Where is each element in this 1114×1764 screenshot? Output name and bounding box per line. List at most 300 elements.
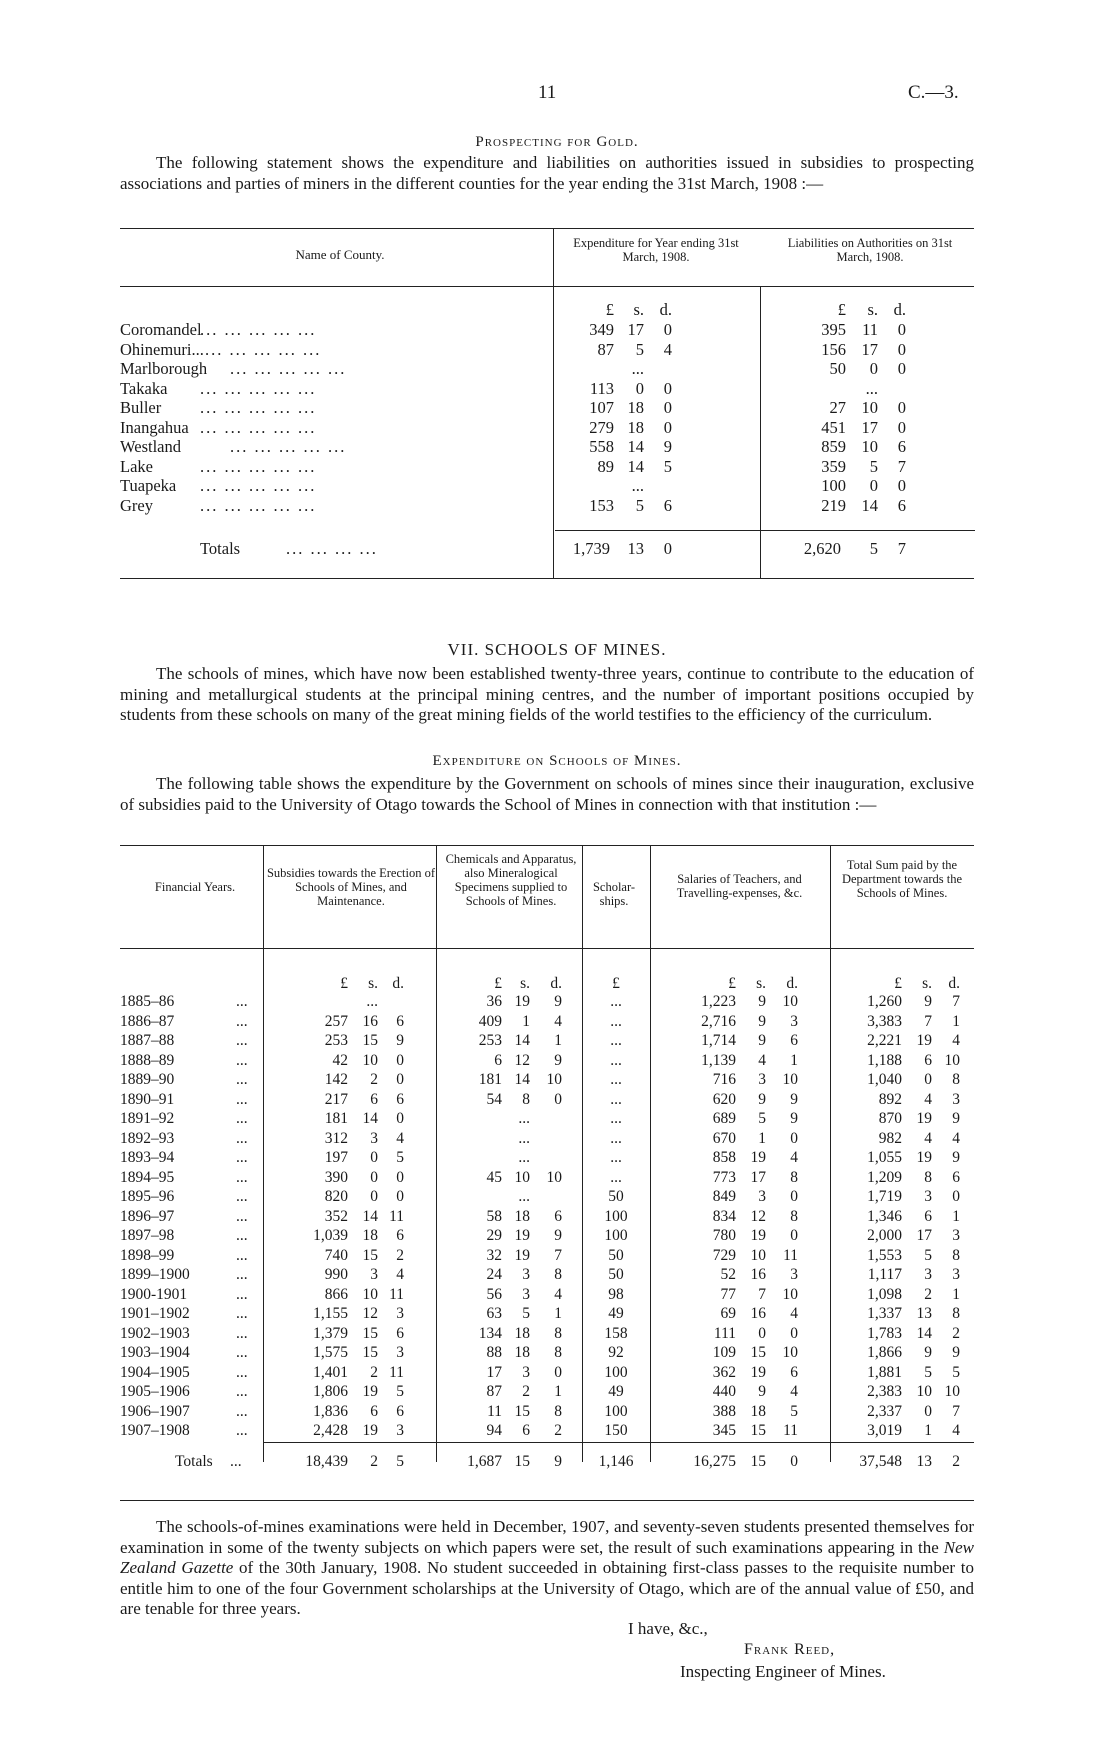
schools-total-cell: 19: [916, 1110, 932, 1127]
schools-unit-label: d.: [948, 975, 960, 992]
schools-year: 1890–91: [120, 1090, 175, 1108]
schools-subsidy-cell: 6: [370, 1402, 378, 1420]
gold-liability-cell: 0: [897, 476, 906, 495]
schools-salary-cell: 0: [790, 1324, 798, 1342]
schools-subsidy-cell: 18: [362, 1227, 378, 1244]
schools-chemicals-cell: 6: [494, 1051, 502, 1069]
schools-total-salaries: 0: [790, 1453, 798, 1470]
schools-subsidy-cell: 197: [324, 1149, 348, 1166]
schools-chemicals-cell: ...: [518, 1149, 530, 1166]
schools-salary-cell: 8: [790, 1168, 798, 1186]
schools-chemicals-cell: 19: [514, 1246, 530, 1264]
schools-year: 1905–1906: [120, 1383, 190, 1400]
schools-chemicals-cell: 9: [554, 993, 562, 1010]
schools-salary-cell: 670: [712, 1129, 736, 1147]
schools-chemicals-cell: 15: [514, 1402, 530, 1420]
schools-salary-cell: 388: [712, 1402, 736, 1420]
schools-salary-cell: 3: [758, 1188, 766, 1205]
gold-liability-cell: 50: [829, 359, 846, 378]
schools-chemicals-cell: 12: [514, 1051, 530, 1069]
schools-unit-label: £: [728, 975, 736, 992]
schools-total-cell: 4: [952, 1129, 960, 1147]
schools-chemicals-cell: 181: [478, 1071, 502, 1088]
schools-salary-cell: 620: [712, 1090, 736, 1108]
gold-liability-cell: 156: [821, 339, 846, 359]
schools-salary-cell: 17: [750, 1168, 766, 1186]
schools-chemicals-cell: 10: [514, 1168, 530, 1186]
gold-leader-dots: ... ... ... ... ...: [230, 437, 347, 456]
schools-year: 1900-1901: [120, 1285, 188, 1303]
schools-salary-cell: 9: [758, 1032, 766, 1049]
schools-subsidy-cell: 19: [362, 1383, 378, 1400]
schools-leader-dots: ...: [236, 1207, 248, 1225]
schools-subsidy-cell: ...: [366, 993, 378, 1010]
schools-total-cell: 10: [944, 1383, 960, 1400]
schools-chemicals-cell: 6: [522, 1422, 530, 1439]
schools-salary-cell: 12: [750, 1207, 766, 1225]
schools-subsidy-cell: 2: [396, 1246, 404, 1264]
gold-expenditure-cell: 0: [663, 378, 672, 398]
schools-subsidy-cell: 1,379: [313, 1324, 348, 1342]
schools-chemicals-cell: 29: [486, 1227, 502, 1244]
schools-year: 1907–1908: [120, 1422, 190, 1439]
schools-chemicals-cell: 9: [554, 1227, 562, 1244]
schools-total-cell: 6: [924, 1207, 932, 1225]
schools-salary-cell: 7: [758, 1285, 766, 1303]
schools-scholarship-cell: ...: [610, 1032, 622, 1049]
schools-chemicals-cell: 8: [554, 1324, 562, 1342]
schools-total-chemicals: 1,687: [467, 1453, 502, 1470]
gold-liability-cell: 7: [897, 456, 906, 476]
schools-salary-cell: 16: [750, 1266, 766, 1283]
para3-part-a: The schools-of-mines examinations were held in December, 1907, and seventy-seven students presented themselves for examination in some of the twenty subjects on which papers were set, the result of such examinations appearing in the: [120, 1517, 974, 1557]
gold-liability-cell: 10: [861, 398, 878, 417]
schools-subsidy-cell: 6: [396, 1012, 404, 1030]
schools-salary-cell: 52: [720, 1266, 736, 1283]
schools-year: 1886–87: [120, 1012, 175, 1030]
schools-para2: The following table shows the expenditure by the Government on schools of mines since their inauguration, exclusive of subsidies paid to the University of Otago towards the School of Mines in connection with that institution :—: [120, 774, 974, 814]
schools-subsidy-cell: 3: [396, 1344, 404, 1361]
schools-total-cell: 1: [952, 1285, 960, 1303]
schools-chemicals-cell: 88: [486, 1344, 502, 1361]
schools-chemicals-cell: 8: [554, 1344, 562, 1361]
schools-leader-dots: ...: [236, 1266, 248, 1283]
schools-chemicals-cell: 18: [514, 1324, 530, 1342]
schools-salary-cell: 9: [758, 1012, 766, 1030]
schools-year: 1902–1903: [120, 1324, 190, 1342]
schools-subsidy-cell: 0: [396, 1071, 404, 1088]
schools-chemicals-cell: 54: [486, 1090, 502, 1108]
schools-total-cell: 1,209: [867, 1168, 902, 1186]
gold-leader-dots: ... ... ... ... ...: [230, 359, 347, 378]
schools-grand-total: 2: [952, 1453, 960, 1470]
schools-chemicals-cell: 2: [522, 1383, 530, 1400]
schools-unit-label: £: [894, 975, 902, 992]
schools-scholarship-cell: ...: [610, 1129, 622, 1147]
schools-total-cell: 3: [924, 1266, 932, 1283]
schools-total-chemicals: 9: [554, 1453, 562, 1470]
schools-subsidy-cell: 352: [324, 1207, 348, 1225]
schools-salary-cell: 716: [712, 1071, 736, 1088]
schools-col-chemicals: Chemicals and Apparatus, also Mineralogical Specimens supplied to Schools of Mines.: [445, 852, 577, 908]
schools-subsidy-cell: 3: [396, 1422, 404, 1439]
schools-chemicals-cell: 1: [554, 1305, 562, 1322]
schools-chemicals-cell: 4: [554, 1012, 562, 1030]
schools-chemicals-cell: 5: [522, 1305, 530, 1322]
gold-liability-cell: 0: [897, 417, 906, 437]
schools-total-cell: 1,881: [867, 1363, 902, 1381]
schools-total-cell: 1,040: [867, 1071, 902, 1088]
schools-subsidy-cell: 15: [362, 1324, 378, 1342]
schools-chemicals-cell: 14: [514, 1071, 530, 1088]
schools-year: 1904–1905: [120, 1363, 190, 1381]
schools-leader-dots: ...: [236, 1188, 248, 1205]
gold-leader-dots: ... ... ... ... ...: [200, 320, 317, 339]
schools-chemicals-cell: 8: [554, 1402, 562, 1420]
schools-scholarship-cell: ...: [610, 993, 622, 1010]
schools-total-cell: 2,000: [867, 1227, 902, 1244]
gold-heading: Prospecting for Gold.: [475, 134, 639, 150]
schools-total-cell: 1,055: [867, 1149, 902, 1166]
schools-salary-cell: 780: [712, 1227, 736, 1244]
gold-expenditure-cell: 349: [589, 320, 614, 339]
gold-liability-cell: 0: [897, 320, 906, 339]
gold-expenditure-cell: 4: [663, 339, 672, 359]
schools-total-cell: 870: [878, 1110, 902, 1127]
schools-year: 1898–99: [120, 1246, 175, 1264]
gold-liability-cell: 0: [897, 339, 906, 359]
schools-subsidy-cell: 2: [370, 1071, 378, 1088]
gold-expenditure-cell: ...: [631, 359, 644, 378]
gold-expenditure-cell: 0: [635, 378, 644, 398]
schools-total-cell: 19: [916, 1149, 932, 1166]
gold-unit-label: d.: [893, 300, 906, 319]
gold-expenditure-cell: 0: [663, 398, 672, 417]
schools-year: 1894–95: [120, 1168, 175, 1186]
schools-total-cell: 1,866: [867, 1344, 902, 1361]
gold-leader-dots: ... ... ... ... ...: [205, 339, 322, 359]
schools-leader-dots: ...: [236, 1285, 248, 1303]
gold-expenditure-cell: 5: [635, 339, 644, 359]
schools-total-cell: 13: [916, 1305, 932, 1322]
schools-subsidy-cell: 181: [324, 1110, 348, 1127]
gold-county-name: Lake: [120, 456, 153, 476]
schools-total-cell: 2,221: [867, 1032, 902, 1049]
schools-leader-dots: ...: [236, 1110, 248, 1127]
schools-unit-label: d.: [392, 975, 404, 992]
gold-expenditure-cell: 107: [589, 398, 614, 417]
gold-expenditure-cell: 14: [627, 437, 644, 456]
schools-total-cell: 7: [924, 1012, 932, 1030]
schools-total-cell: 3: [952, 1266, 960, 1283]
schools-scholarship-cell: 100: [604, 1227, 628, 1244]
schools-total-cell: 4: [952, 1422, 960, 1439]
schools-leader-dots: ...: [230, 1453, 242, 1470]
schools-subsidy-cell: 390: [324, 1168, 348, 1186]
schools-chemicals-cell: 58: [486, 1207, 502, 1225]
schools-leader-dots: ...: [236, 1032, 248, 1049]
schools-chemicals-cell: 4: [554, 1285, 562, 1303]
schools-salary-cell: 11: [783, 1422, 798, 1439]
schools-salary-cell: 0: [790, 1227, 798, 1244]
schools-salary-cell: 15: [750, 1422, 766, 1439]
schools-subsidy-cell: 740: [324, 1246, 348, 1264]
schools-salary-cell: 10: [782, 1285, 798, 1303]
schools-salary-cell: 9: [758, 1383, 766, 1400]
gold-expenditure-cell: 18: [627, 417, 644, 437]
schools-salary-cell: 111: [713, 1324, 736, 1342]
schools-leader-dots: ...: [236, 1344, 248, 1361]
schools-chemicals-cell: 63: [486, 1305, 502, 1322]
schools-unit-label: s.: [756, 975, 766, 992]
schools-total-cell: 1,117: [867, 1266, 902, 1283]
schools-chemicals-cell: 1: [522, 1012, 530, 1030]
schools-salary-cell: 4: [758, 1051, 766, 1069]
gold-liability-cell: 100: [821, 476, 846, 495]
gazette-title: New Zealand Gazette: [120, 1537, 974, 1577]
gold-expenditure-cell: 0: [663, 417, 672, 437]
gold-expenditure-cell: 5: [663, 456, 672, 476]
schools-total-cell: 6: [924, 1051, 932, 1069]
gold-leader-dots: ... ... ... ... ...: [200, 495, 317, 515]
schools-salary-cell: 10: [782, 1344, 798, 1361]
gold-county-name: Westland: [120, 437, 181, 456]
gold-liability-cell: 0: [869, 359, 878, 378]
schools-subsidy-cell: 1,836: [313, 1402, 348, 1420]
gold-unit-label: s.: [867, 300, 878, 319]
schools-salary-cell: 77: [720, 1285, 736, 1303]
gold-expenditure-cell: 14: [627, 456, 644, 476]
schools-year: 1896–97: [120, 1207, 175, 1225]
schools-chemicals-cell: 14: [514, 1032, 530, 1049]
schools-salary-cell: 3: [790, 1012, 798, 1030]
schools-total-cell: 7: [952, 1402, 960, 1420]
schools-leader-dots: ...: [236, 1227, 248, 1244]
gold-expenditure-cell: 279: [589, 417, 614, 437]
schools-chemicals-cell: 87: [486, 1383, 502, 1400]
schools-unit-label: £: [494, 975, 502, 992]
schools-total-cell: 9: [924, 1344, 932, 1361]
schools-salary-cell: 9: [790, 1110, 798, 1127]
schools-scholarship-cell: 98: [608, 1285, 624, 1303]
schools-total-cell: 2,383: [867, 1383, 902, 1400]
schools-chemicals-cell: 18: [514, 1344, 530, 1361]
schools-total-cell: 1,553: [867, 1246, 902, 1264]
schools-chemicals-cell: 17: [486, 1363, 502, 1381]
schools-subsidy-cell: 1,155: [313, 1305, 348, 1322]
schools-salary-cell: 10: [782, 993, 798, 1010]
schools-chemicals-cell: 9: [554, 1051, 562, 1069]
schools-subsidy-cell: 1,575: [313, 1344, 348, 1361]
schools-totals-label: Totals: [175, 1453, 213, 1470]
schools-grand-total: 13: [916, 1453, 932, 1470]
gold-county-name: Grey: [120, 495, 153, 515]
schools-leader-dots: ...: [236, 1246, 248, 1264]
schools-salary-cell: 0: [790, 1188, 798, 1205]
schools-total-cell: 4: [924, 1090, 932, 1108]
schools-total-subsidies: 18,439: [305, 1453, 348, 1470]
schools-total-cell: 8: [952, 1305, 960, 1322]
gold-expenditure-cell: ...: [631, 476, 644, 495]
gold-leader-dots: ... ... ... ... ...: [200, 456, 317, 476]
schools-salary-cell: 4: [790, 1305, 798, 1322]
gold-expenditure-cell: 5: [635, 495, 644, 515]
schools-subsidy-cell: 2,428: [313, 1422, 348, 1439]
schools-chemicals-cell: 18: [514, 1207, 530, 1225]
schools-scholarship-cell: ...: [610, 1110, 622, 1127]
gold-expenditure-cell: 153: [589, 495, 614, 515]
gold-expenditure-cell: 113: [589, 378, 614, 398]
schools-leader-dots: ...: [236, 1305, 248, 1322]
schools-scholarship-cell: 50: [608, 1246, 624, 1264]
schools-subsidy-cell: 2: [370, 1363, 378, 1381]
schools-salary-cell: 2,716: [701, 1012, 736, 1030]
schools-subsidy-cell: 11: [389, 1207, 404, 1225]
schools-subsidy-cell: 11: [389, 1285, 404, 1303]
schools-salary-cell: 9: [758, 993, 766, 1010]
gold-liability-cell: 17: [861, 339, 878, 359]
schools-total-cell: 4: [924, 1129, 932, 1147]
schools-subsidy-cell: 0: [396, 1051, 404, 1069]
schools-subsidy-cell: 253: [324, 1032, 348, 1049]
schools-chemicals-cell: 8: [554, 1266, 562, 1283]
gold-liability-cell: 11: [862, 320, 878, 339]
schools-total-cell: 3: [952, 1090, 960, 1108]
schools-salary-cell: 15: [750, 1344, 766, 1361]
schools-total-cell: 5: [924, 1363, 932, 1381]
schools-year: 1888–89: [120, 1051, 175, 1069]
gold-county-name: Coromandel: [120, 320, 202, 339]
schools-para1: The schools of mines, which have now been established twenty-three years, continue to contribute to the education of mining and metallurgical students at the principal mining centres, and the number of important positions occupied by students from these schools on many of the great mining fields of the world testifies to the efficiency of the curriculum.: [120, 664, 974, 724]
schools-chemicals-cell: 0: [554, 1363, 562, 1381]
schools-salary-cell: 69: [720, 1305, 736, 1322]
schools-salary-cell: 3: [790, 1266, 798, 1283]
gold-liability-cell: 0: [897, 398, 906, 417]
schools-scholarship-cell: 92: [608, 1344, 624, 1361]
schools-leader-dots: ...: [236, 1129, 248, 1147]
schools-leader-dots: ...: [236, 1324, 248, 1342]
schools-subsidy-cell: 217: [324, 1090, 348, 1108]
schools-year: 1887–88: [120, 1032, 175, 1049]
gold-total-liability: 2,620: [803, 539, 841, 558]
schools-subsidy-cell: 3: [396, 1305, 404, 1322]
schools-chemicals-cell: 3: [522, 1363, 530, 1381]
schools-chemicals-cell: ...: [518, 1110, 530, 1127]
schools-total-cell: 1: [952, 1207, 960, 1225]
gold-county-name: Tuapeka: [120, 476, 177, 495]
schools-salary-cell: 1: [758, 1129, 766, 1147]
gold-col-liabilities: Liabilities on Authorities on 31st March, 1908.: [787, 236, 953, 264]
page-number: 11: [538, 82, 557, 103]
gold-liability-cell: ...: [865, 378, 878, 398]
schools-subsidy-cell: 6: [396, 1324, 404, 1342]
schools-chemicals-cell: 3: [522, 1266, 530, 1283]
signer-name: Frank Reed,: [744, 1641, 836, 1658]
schools-subsidy-cell: 312: [324, 1129, 348, 1147]
gold-liability-cell: 859: [821, 437, 846, 456]
schools-leader-dots: ...: [236, 1422, 248, 1439]
gold-col-expenditure: Expenditure for Year ending 31st March, 1908.: [573, 236, 739, 264]
schools-chemicals-cell: 2: [554, 1422, 562, 1439]
schools-total-cell: 8: [924, 1168, 932, 1186]
schools-total-cell: 5: [924, 1246, 932, 1264]
gold-liability-cell: 451: [821, 417, 846, 437]
gold-unit-label: s.: [633, 300, 644, 319]
schools-subsidy-cell: 11: [389, 1363, 404, 1381]
schools-year: 1885–86: [120, 993, 175, 1010]
gold-liability-cell: 359: [821, 456, 846, 476]
schools-year: 1903–1904: [120, 1344, 190, 1361]
schools-col-scholarships: Scholar-ships.: [592, 880, 636, 908]
schools-leader-dots: ...: [236, 1012, 248, 1030]
gold-liability-cell: 17: [861, 417, 878, 437]
schools-total-subsidies: 5: [396, 1453, 404, 1470]
gold-unit-label: £: [605, 300, 614, 319]
schools-total-cell: 9: [952, 1149, 960, 1166]
schools-subsidy-cell: 16: [362, 1012, 378, 1030]
schools-total-cell: 2,337: [867, 1402, 902, 1420]
schools-chemicals-cell: 11: [487, 1402, 502, 1420]
schools-salary-cell: 858: [712, 1149, 736, 1166]
schools-scholarship-cell: ...: [610, 1149, 622, 1166]
gold-col-county: Name of County.: [295, 247, 385, 262]
gold-total-expenditure: 1,739: [572, 539, 610, 558]
gold-expenditure-cell: 17: [627, 320, 644, 339]
gold-county-name: Buller: [120, 398, 162, 417]
schools-scholarship-cell: 50: [608, 1188, 624, 1205]
schools-subsidy-cell: 257: [324, 1012, 348, 1030]
schools-salary-cell: 3: [758, 1071, 766, 1088]
schools-subsidy-cell: 0: [396, 1110, 404, 1127]
schools-scholarship-cell: ...: [610, 1090, 622, 1108]
schools-total-cell: 1,783: [867, 1324, 902, 1342]
schools-chemicals-cell: 409: [478, 1012, 502, 1030]
schools-chemicals-cell: 24: [486, 1266, 502, 1283]
schools-leader-dots: ...: [236, 993, 248, 1010]
schools-subsidy-cell: 10: [362, 1051, 378, 1069]
gold-leader-dots: ... ... ... ... ...: [200, 417, 317, 437]
schools-total-chemicals: 15: [514, 1453, 530, 1470]
schools-year: 1901–1902: [120, 1305, 190, 1322]
schools-salary-cell: 834: [712, 1207, 736, 1225]
schools-subsidy-cell: 6: [396, 1227, 404, 1244]
schools-subsidy-cell: 0: [370, 1149, 378, 1166]
schools-subsidy-cell: 0: [396, 1168, 404, 1186]
schools-subsidy-cell: 9: [396, 1032, 404, 1049]
schools-salary-cell: 19: [750, 1363, 766, 1381]
schools-salary-cell: 19: [750, 1149, 766, 1166]
gold-county-name: Takaka: [120, 378, 168, 398]
schools-subsidy-cell: 1,039: [313, 1227, 348, 1244]
schools-total-cell: 3,383: [867, 1012, 902, 1030]
schools-subsidy-cell: 15: [362, 1246, 378, 1264]
schools-unit-label: £: [612, 975, 620, 992]
schools-total-cell: 982: [878, 1129, 902, 1147]
para3-part-b: of the 30th January, 1908. No student succeeded in obtaining first-class passes to the requisite number to entitle him to one of the four Government scholarships at the University of Otago, which are of the annual value of £50, and are tenable for three years.: [120, 1558, 975, 1618]
schools-year: 1899–1900: [120, 1266, 190, 1283]
schools-salary-cell: 849: [712, 1188, 736, 1205]
schools-salary-cell: 6: [790, 1032, 798, 1049]
schools-unit-label: s.: [520, 975, 530, 992]
gold-liability-cell: 10: [861, 437, 878, 456]
schools-para3: [120, 1517, 974, 1620]
gold-liability-cell: 5: [869, 456, 878, 476]
schools-total-cell: 6: [952, 1168, 960, 1186]
gold-unit-label: d.: [659, 300, 672, 319]
schools-chemicals-cell: ...: [518, 1129, 530, 1147]
schools-subsidy-cell: 6: [396, 1402, 404, 1420]
schools-total-cell: 3: [924, 1188, 932, 1205]
